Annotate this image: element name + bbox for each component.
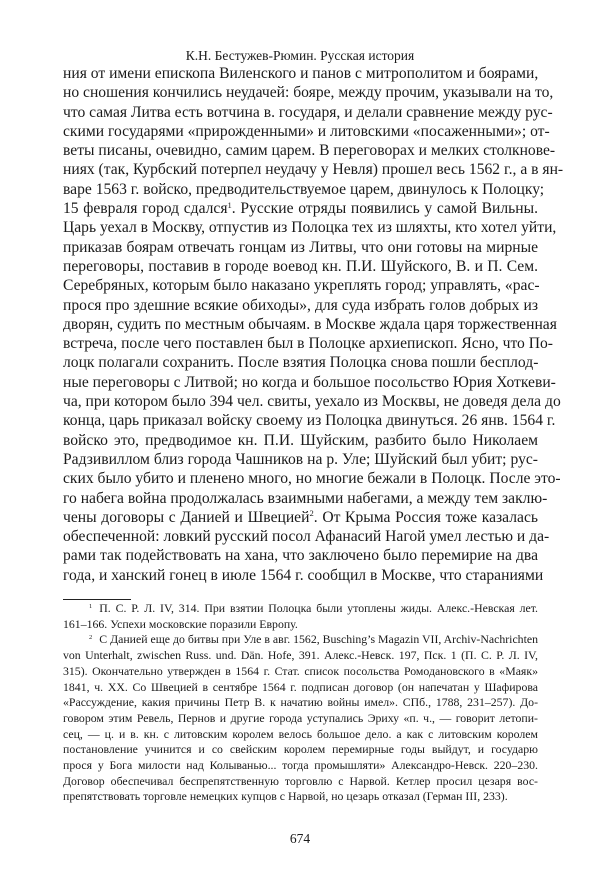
text-line xyxy=(63,527,550,546)
footnote-line xyxy=(63,742,538,758)
footnote-text: П. С. Р. Л. IV, 314. При взятии Полоцка были утоплены жиды. Алекс.-Невская лет. xyxy=(99,601,538,615)
footnote-ref: 2 xyxy=(309,508,314,519)
line-text: Серебряных, которым было наказано укреплять город; управлять, «рас- xyxy=(63,277,540,295)
line-text: прося про здешние всякие обиходы», для суда избрать голов добрых из xyxy=(63,296,538,314)
text-line xyxy=(63,83,554,102)
footnote-text: сец, — ц. и в. кн. с литовским королем велось большое дело. а как с литовским королем xyxy=(63,726,538,741)
footnote-line xyxy=(63,648,538,664)
text-line xyxy=(63,546,538,565)
text-line xyxy=(63,64,538,83)
text-line xyxy=(63,180,545,199)
line-text: ния от имени епископа Виленского и панов с митрополитом и боярами, xyxy=(63,65,539,82)
line-text: Радзивиллом близ города Чашников на р. Уле; Шуйский был убит; рус- xyxy=(63,450,538,468)
footnotes xyxy=(63,601,538,805)
footnote-line xyxy=(63,601,538,617)
footnote-ref: 1 xyxy=(227,199,232,210)
text-line xyxy=(63,160,564,179)
text-line xyxy=(63,334,553,353)
line-text: скими государями «прирожденными» и литовскими «посаженными»; от- xyxy=(63,122,550,140)
page-number: 674 xyxy=(289,831,311,846)
line-text: варе 1563 г. войско, предводительствуемое царем, двинулось к Полоцку; xyxy=(63,180,545,198)
body-text xyxy=(63,64,564,585)
footnote-divider xyxy=(63,599,131,600)
line-text: 15 февраля город сдался xyxy=(63,200,228,218)
line-text: дворян, судить по местным обычаям. в Москве ждала царя торжественная xyxy=(63,315,557,333)
line-text: но сношения кончились неудачей: бояре, между прочим, указывали на то, xyxy=(63,84,554,102)
footnote-text: Договор обеспечивал беспрепятственную торговлю с Нарвой. Кетлер просил цезаря вос- xyxy=(63,773,538,788)
text-line xyxy=(63,431,538,450)
footnote-number: 1 xyxy=(89,602,93,610)
footnote-line xyxy=(63,680,538,696)
text-line xyxy=(63,103,553,122)
line-text: лоцк полагали сохранить. После взятия Полоцка снова пошли бесплод- xyxy=(63,354,539,372)
footnote-text: 315). Окончательно утвержден в 1564 г. Стат. список посольства Ромодановского в «Маяк» xyxy=(63,663,538,678)
text-line xyxy=(63,199,538,218)
footnote-text: 161–166. Успехи московские поразили Европу. xyxy=(63,616,298,631)
text-line xyxy=(63,373,556,392)
text-line xyxy=(63,469,561,488)
text-line xyxy=(63,450,538,469)
line-text: ских было убито и пленено много, но многие бежали в Полоцк. После это- xyxy=(63,470,561,488)
line-text: го набега война продолжалась взаимными набегами, а между тем заклю- xyxy=(63,489,548,507)
line-text: . От Крыма Россия тоже казалась xyxy=(313,508,538,526)
footnote-line xyxy=(63,774,538,790)
text-line xyxy=(63,276,538,295)
line-text: . Русские отряды появились у самой Вильны. xyxy=(231,200,538,218)
line-text: ниях (так, Курбский потерпел неудачу у Невля) прошел весь 1562 г., а в ян- xyxy=(63,161,564,179)
footnote-number: 2 xyxy=(89,634,93,642)
line-text: ча, при котором было 394 чел. свиты, уехало из Москвы, не доведя дела до xyxy=(63,393,561,411)
footnote-line xyxy=(63,711,538,727)
running-header: К.Н. Бестужев-Рюмин. Русская история xyxy=(185,48,415,63)
text-line xyxy=(63,411,556,430)
footnote-text: препятствовать торговле немецких купцов с Нарвой, но цезарь отказал (Герман III, 233). xyxy=(63,789,508,804)
text-line xyxy=(63,489,548,508)
line-text: ные переговоры с Литвой; но когда и большое посольство Юрия Хоткеви- xyxy=(63,373,556,391)
line-text: войско это, предводимое кн. П.И. Шуйским, разбито было Николаем xyxy=(63,431,538,449)
footnote-text: прося у Бога милости над Колыванью... тогда промышляти» Александро-Невск. 220–230. xyxy=(63,758,538,773)
text-line xyxy=(63,566,544,585)
footnote-line xyxy=(63,664,538,680)
footnote-line xyxy=(63,758,538,774)
line-text: Царь уехал в Москву, отпустив из Полоцка тех из шляхты, кто хотел уйти, xyxy=(63,219,557,237)
footnote-line xyxy=(63,789,538,805)
text-line xyxy=(63,392,561,411)
footnote-line xyxy=(63,617,538,633)
line-text: встреча, после чего поставлен был в Полоцке архиепископ. Ясно, что По- xyxy=(63,335,553,353)
footnote-text: С Данией еще до битвы при Уле в авг. 1562, Busching’s Magazin VII, Archiv-Nachrichten xyxy=(99,632,538,647)
line-text: приказав боярам отвечать гонцам из Литвы, что они готовы на мирные xyxy=(63,238,538,256)
text-line xyxy=(63,508,538,527)
line-text: обеспеченной: ловкий русский посол Афанасий Нагой умел лестью и да- xyxy=(63,528,550,546)
footnote-line xyxy=(63,632,538,648)
line-text: рами так подействовать на хана, что заключено было перемирие на два xyxy=(63,547,538,565)
footnote-text: постановление учинится и со свейским королем перемирные годы выйдут, и государю xyxy=(63,742,538,757)
footnote-text: von Unterhalt, zwischen Russ. und. Dän. Hofe, 391. Алекс.-Невск. 197, Пск. 1 (П. С. Р. Л. IV, xyxy=(63,648,538,663)
line-text: чены договоры с Данией и Швецией xyxy=(63,508,310,526)
text-line xyxy=(63,122,550,141)
text-line xyxy=(63,238,538,257)
line-text: переговоры, поставив в городе воевод кн. П.И. Шуйского, В. и П. Сем. xyxy=(63,257,538,275)
footnote-text: 1841, ч. XX. Со Швецией в сентябре 1564 г. подписан договор (он напечатан у Шафирова xyxy=(63,679,538,694)
text-line xyxy=(63,315,557,334)
text-line xyxy=(63,257,538,276)
line-text: года, и ханский гонец в июле 1564 г. сообщил в Москве, что стараниями xyxy=(63,566,544,584)
footnote-text: «Рассуждение, какия причины Петр В. к начатию войны имел». СПб., 1788, 231–257). До- xyxy=(63,695,538,710)
line-text: веты писаны, очевидно, самим царем. В переговорах и мелких столкнове- xyxy=(63,142,556,160)
line-text: что самая Литва есть вотчина в. государя, и делали сравнение между рус- xyxy=(63,103,553,121)
text-line xyxy=(63,296,538,315)
footnote-line xyxy=(63,727,538,743)
text-line xyxy=(63,218,557,237)
footnote-text: говором этим Ревель, Пернов и другие города уступались Эриху «п. ч., — говорит летопи- xyxy=(63,710,538,725)
footnote-line xyxy=(63,695,538,711)
text-line xyxy=(63,353,538,372)
text-line xyxy=(63,141,556,160)
line-text: конца, царь приказал войску своему из Полоцка двинуться. 26 янв. 1564 г. xyxy=(63,412,556,430)
